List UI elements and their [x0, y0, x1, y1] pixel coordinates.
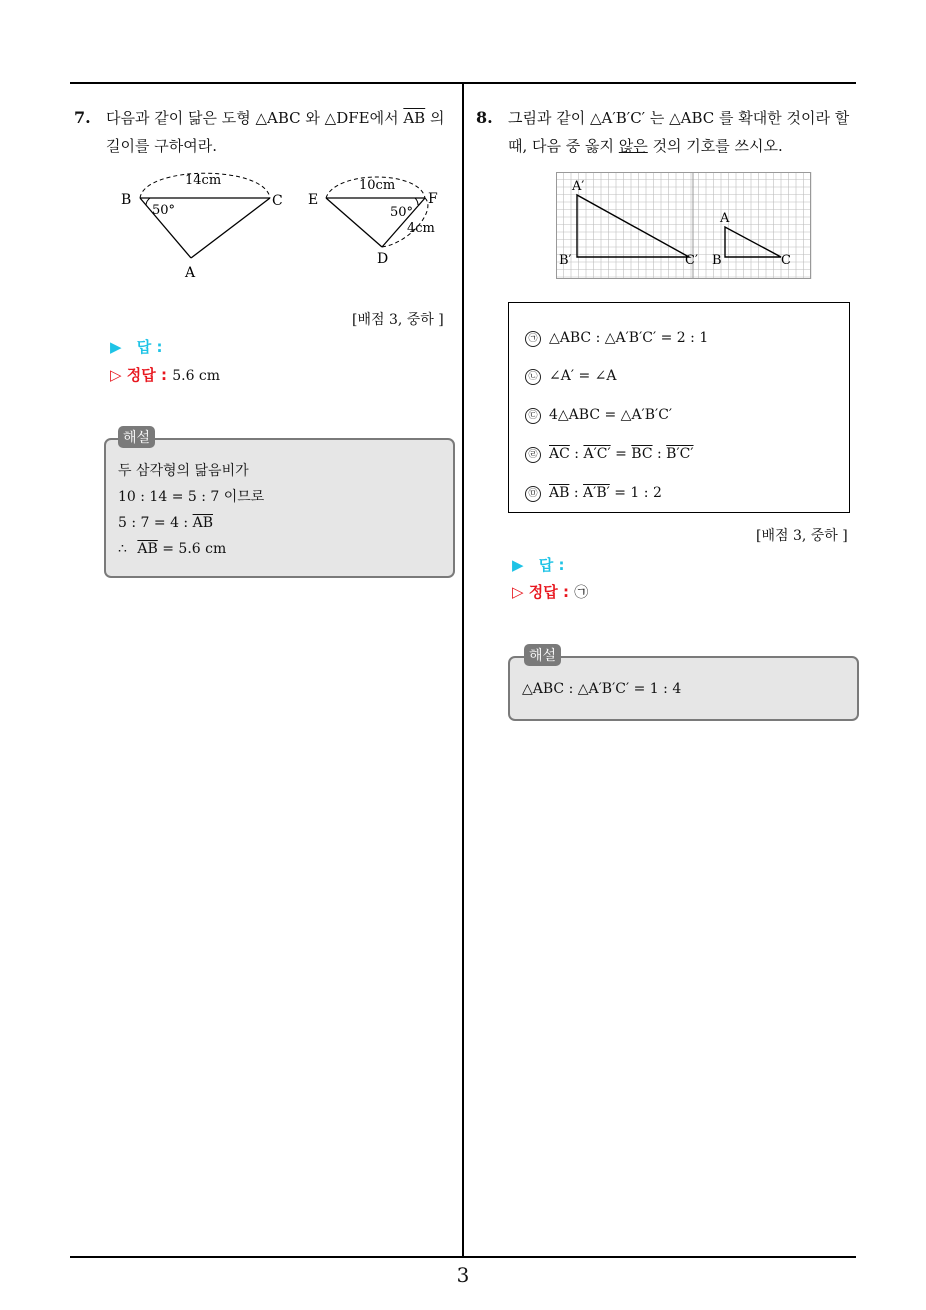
- q7-label-a: A: [185, 265, 196, 281]
- choice-4-seg2: A′C′: [583, 446, 611, 462]
- choice-4-seg3: $\overline{BC}$: [631, 446, 653, 462]
- choice-4-colon2: :: [657, 446, 662, 462]
- q8-line2-end: 것의 기호를 쓰시오.: [652, 137, 783, 155]
- q7-tri2-side-length: 4cm: [407, 221, 435, 236]
- q8-line2-start: 때, 다음 중 옳지: [508, 137, 615, 155]
- column-divider: [462, 82, 464, 1257]
- choice-3-marker: ㉢: [525, 408, 541, 424]
- choice-2-text: ∠A′ = ∠A: [549, 368, 617, 384]
- q7-answer-label: 답 :: [136, 338, 163, 356]
- q8-score: [배점 3, 중하 ]: [756, 528, 848, 544]
- q8-label-b-prime: B′: [559, 253, 572, 268]
- q8-answer-label: 답 :: [538, 556, 565, 574]
- q8-choices-box: [508, 302, 850, 513]
- q7-expl-line2: 10 : 14 = 5 : 7 이므로: [118, 489, 265, 505]
- q7-line1: [106, 104, 444, 132]
- choice-4-seg1: $\overline{AC}$: [549, 446, 570, 462]
- q8-correct-arrow-icon: ▷: [512, 583, 524, 601]
- choice-5-marker: ㉤: [525, 486, 541, 502]
- q8-number: 8.: [476, 108, 493, 127]
- q7-expl-line4-seg: $\overline{AB}$: [137, 541, 158, 557]
- q8-choice-3: [525, 407, 672, 424]
- q7-expl-line3-seg: $\overline{AB}$: [192, 515, 213, 531]
- choice-1-marker: ㉠: [525, 331, 541, 347]
- q7-label-b: B: [121, 192, 132, 208]
- q7-correct-value: 5.6 cm: [172, 368, 221, 384]
- q7-expl-therefore: ∴: [118, 541, 127, 557]
- q8-choice-5: [525, 485, 662, 502]
- q7-expl-line3-text: 5 : 7 = 4 :: [118, 515, 189, 531]
- q8-label-c-prime: C′: [685, 253, 698, 268]
- q7-tri2-top-length: 10cm: [359, 178, 396, 193]
- q7-tri1-top-length: 14cm: [185, 173, 222, 188]
- q8-line1: 그림과 같이 △A′B′C′ 는 △ABC 를 확대한 것이라 할: [508, 109, 850, 127]
- q8-explanation-tag: 해설: [524, 644, 561, 666]
- q7-expl-line1: 두 삼각형의 닮음비가: [118, 463, 249, 479]
- q7-segment-ab: $\overline{AB}$: [403, 109, 426, 127]
- choice-5-seg2: A′B′: [583, 485, 610, 501]
- q7-number: 7.: [74, 108, 91, 127]
- q8-choice-2: [525, 368, 617, 385]
- q7-score: [배점 3, 중하 ]: [352, 312, 444, 328]
- q7-expl-line4-result: = 5.6 cm: [162, 541, 227, 557]
- q8-label-c: C: [781, 253, 791, 268]
- q8-line2-underlined: 않은: [618, 137, 648, 155]
- q7-correct-label: 정답 :: [126, 366, 167, 384]
- q7-expl-line4: [118, 536, 226, 562]
- q7-tri1-angle: 50°: [152, 203, 176, 218]
- q8-choice-4: [525, 446, 694, 463]
- bottom-rule: [70, 1256, 856, 1258]
- choice-4-equals: =: [615, 446, 627, 462]
- q8-correct-label: 정답 :: [528, 583, 569, 601]
- q8-grid-figure: [556, 172, 812, 280]
- q7-triangle-figure: [115, 165, 445, 285]
- choice-2-marker: ㉡: [525, 369, 541, 385]
- page-number: 3: [456, 1263, 470, 1287]
- q7-explanation-box: [104, 438, 455, 578]
- q8-answer-arrow-icon: ▶: [512, 556, 524, 574]
- q7-correct-row: [110, 364, 220, 385]
- q7-text-start: 다음과 같이 닮은 도형 △ABC 와 △DFE에서: [106, 109, 399, 127]
- q7-explanation-tag: 해설: [118, 426, 155, 448]
- q8-label-a: A: [720, 211, 730, 226]
- choice-5-seg1: $\overline{AB}$: [549, 485, 570, 501]
- q8-label-b: B: [712, 253, 722, 268]
- choice-4-marker: ㉣: [525, 447, 541, 463]
- q8-choice-1: [525, 330, 708, 347]
- q7-answer-row: [110, 336, 163, 357]
- q8-explanation-box: [508, 656, 859, 721]
- choice-5-colon: :: [573, 485, 579, 501]
- choice-4-seg4: B′C′: [666, 446, 694, 462]
- q7-label-e: E: [308, 192, 319, 208]
- q7-expl-line3: [118, 510, 213, 536]
- choice-4-colon1: :: [574, 446, 579, 462]
- q7-label-d: D: [377, 251, 389, 267]
- choice-3-text: 4△ABC = △A′B′C′: [549, 407, 673, 423]
- choice-1-text: △ABC : △A′B′C′ = 2 : 1: [549, 330, 709, 346]
- q7-label-f: F: [428, 191, 438, 207]
- q8-expl-line1: △ABC : △A′B′C′ = 1 : 4: [522, 681, 682, 697]
- q8-correct-row: [512, 581, 588, 602]
- q8-correct-value: ㉠: [574, 585, 589, 601]
- q7-text-end: 의: [429, 109, 445, 127]
- q8-label-a-prime: A′: [572, 179, 585, 194]
- q8-line2: [508, 132, 783, 160]
- q7-correct-arrow-icon: ▷: [110, 366, 122, 384]
- q7-line2: 길이를 구하여라.: [106, 137, 217, 155]
- q7-tri2-angle: 50°: [390, 205, 414, 220]
- q8-answer-row: [512, 554, 565, 575]
- q7-answer-arrow-icon: ▶: [110, 338, 122, 356]
- choice-5-result: = 1 : 2: [614, 485, 662, 501]
- q7-label-c: C: [272, 193, 283, 209]
